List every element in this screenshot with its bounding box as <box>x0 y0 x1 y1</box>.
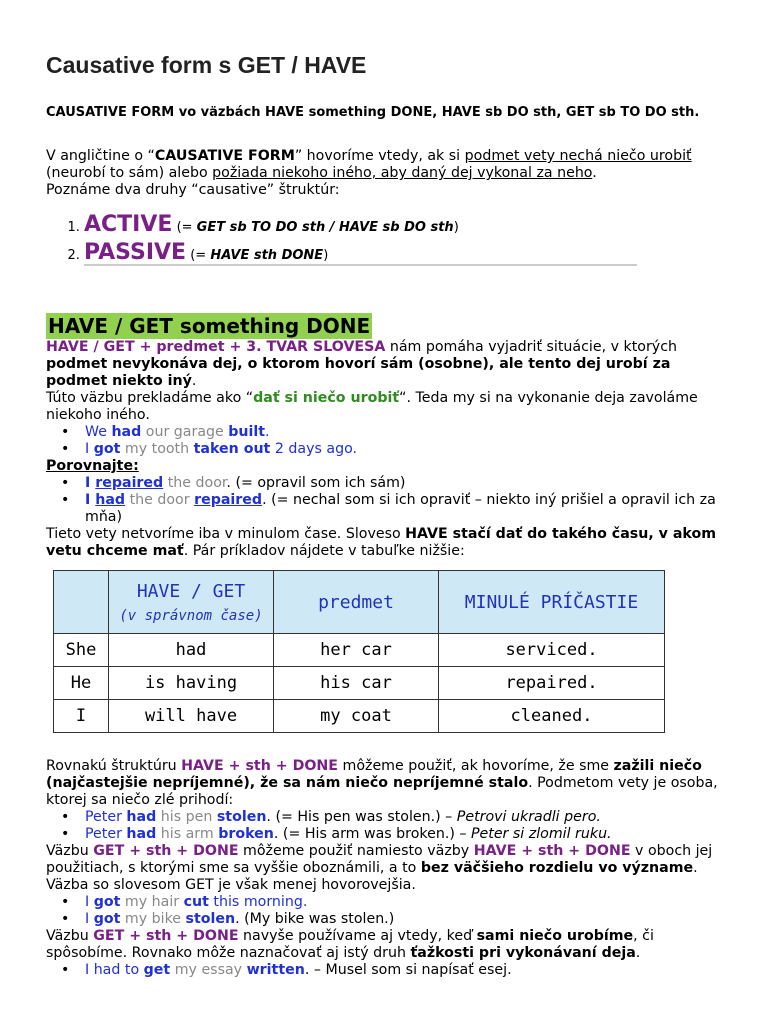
text: written <box>246 962 305 978</box>
text: my hair <box>120 894 184 910</box>
text: . Pár príkladov nájdete v tabuľke nižšie: <box>183 543 465 559</box>
text: zažili niečo (najčastejšie nepríjemné), že sa nám niečo nepríjemné stalo <box>46 758 702 791</box>
text: “. Teda my si na vykonanie deja zavoláme niekoho iného. <box>46 390 698 423</box>
text: . <box>592 165 597 181</box>
text: môžeme použiť, ak hovoríme, že sme <box>337 758 614 774</box>
text: (neurobí to sám) alebo <box>46 165 213 181</box>
text: Tieto vety netvoríme iba v minulom čase. Sloveso <box>46 526 406 542</box>
text: 2 days ago. <box>270 441 358 457</box>
table-row <box>54 634 665 667</box>
text: Peter <box>85 809 127 825</box>
text: had <box>126 826 157 842</box>
list-item <box>46 911 726 928</box>
table-cell: is having <box>109 667 274 700</box>
text: I <box>85 475 96 491</box>
text: I <box>85 894 94 910</box>
table-cell: She <box>54 634 109 667</box>
text: . – Musel som si napísať esej. <box>304 962 512 978</box>
text: Peter si zlomil ruku. <box>470 826 612 842</box>
type-word: PASSIVE <box>84 240 187 265</box>
text: HAVE / GET + predmet + 3. TVAR SLOVESA <box>46 339 386 355</box>
text: , či spôsobíme. Rovnako môže naznačovať aj istý druh <box>46 928 654 961</box>
text: môžeme použiť namiesto väzby <box>238 843 474 859</box>
example-list <box>46 424 726 458</box>
example-list <box>46 894 726 928</box>
text: ) <box>453 220 459 235</box>
text: I <box>85 441 94 457</box>
table-cell: had <box>109 634 274 667</box>
text: get <box>143 962 171 978</box>
text: Väzbu <box>46 843 94 859</box>
table-cell: I <box>54 700 109 733</box>
text: broken <box>218 826 274 842</box>
table-cell: her car <box>274 634 439 667</box>
intro-paragraph <box>46 148 726 199</box>
text: cut <box>183 894 209 910</box>
compare-list <box>46 475 726 526</box>
list-item <box>46 424 726 441</box>
section-heading: HAVE / GET something DONE <box>48 314 371 338</box>
text: (v správnom čase) <box>119 607 263 624</box>
text: HAVE + sth + DONE <box>473 843 631 859</box>
text: this morning. <box>208 894 308 910</box>
text: CAUSATIVE FORM <box>154 148 295 164</box>
table-header-cell <box>54 571 109 634</box>
text: . (= His arm was broken.) – <box>273 826 471 842</box>
table-cell: his car <box>274 667 439 700</box>
section-body <box>46 339 726 560</box>
text: . Podmetom vety je osoba, ktorej sa niečo zlé prihodí: <box>46 775 718 808</box>
text: got <box>93 441 121 457</box>
list-item <box>46 962 726 979</box>
list-item <box>46 475 726 492</box>
text: I <box>85 911 94 927</box>
text: HAVE stačí dať do takého času, v akom vetu chceme mať <box>46 526 716 559</box>
text: V angličtine o “ <box>46 148 155 164</box>
text: my essay <box>170 962 247 978</box>
text: (= <box>190 248 211 263</box>
text: . <box>635 945 641 961</box>
table-cell: my coat <box>274 700 439 733</box>
text: his pen <box>156 809 217 825</box>
text: Väzbu <box>46 928 94 944</box>
list-item <box>46 894 726 911</box>
text: v oboch jej použitiach, s ktorými sme sa vyššie oboznámili, a to <box>46 843 713 876</box>
lower-body <box>46 758 726 979</box>
examples-table <box>53 570 665 733</box>
text: Poznáme dva druhy “causative” štruktúr: <box>46 182 340 198</box>
text: our garage <box>141 424 229 440</box>
text: ) <box>323 248 329 263</box>
table-header-cell: predmet <box>274 571 439 634</box>
text: had <box>111 424 142 440</box>
table-cell: serviced. <box>439 634 665 667</box>
page-title: Causative form s GET / HAVE <box>46 52 367 78</box>
text: Petrovi ukradli pero. <box>456 809 601 825</box>
text: Peter <box>85 826 127 842</box>
list-item <box>84 212 459 240</box>
text: my bike <box>120 911 186 927</box>
table-header-cell <box>109 571 274 634</box>
text: . Väzba so slovesom GET je však menej hovorovejšia. <box>46 860 698 893</box>
table-cell: cleaned. <box>439 700 665 733</box>
text: my tooth <box>120 441 194 457</box>
text: I had to <box>85 962 144 978</box>
text: GET sb TO DO sth / HAVE sb DO sth <box>196 220 454 235</box>
divider <box>84 264 637 266</box>
text: HAVE sth DONE <box>210 248 324 263</box>
text: nám pomáha vyjadriť situácie, v ktorých <box>385 339 677 355</box>
list-item <box>46 809 726 826</box>
table-row <box>54 700 665 733</box>
list-item <box>46 492 726 526</box>
text: . (= His pen was stolen.) – <box>266 809 457 825</box>
text: Rovnakú štruktúru <box>46 758 182 774</box>
text: had <box>126 809 157 825</box>
text: repaired <box>194 492 263 508</box>
text: sami niečo urobíme <box>476 928 634 944</box>
text: the door <box>125 492 195 508</box>
table-cell: He <box>54 667 109 700</box>
text: . <box>191 373 197 389</box>
compare-label: Porovnajte: <box>46 458 139 474</box>
table-row <box>54 667 665 700</box>
text: taken out <box>193 441 271 457</box>
text: podmet nevykonáva dej, o ktorom hovorí sám (osobne), ale tento dej urobí za podmet niekto iný <box>46 356 671 389</box>
text: Túto väzbu prekladáme ako “ <box>46 390 254 406</box>
structure-types-list <box>60 212 459 268</box>
text: the door <box>163 475 227 491</box>
text: We <box>85 424 112 440</box>
text: I <box>85 492 96 508</box>
table-header-row <box>54 571 665 634</box>
table-cell: will have <box>109 700 274 733</box>
example-list <box>46 962 726 979</box>
text: požiada niekoho iného, aby daný dej vykonal za neho <box>212 165 593 181</box>
type-word: ACTIVE <box>84 212 173 237</box>
table-header-cell: MINULÉ PRÍČASTIE <box>439 571 665 634</box>
text: dať si niečo urobiť <box>253 390 400 406</box>
text: navyše používame aj vtedy, keď <box>238 928 477 944</box>
text: stolen <box>216 809 267 825</box>
text: . <box>265 424 270 440</box>
example-list <box>46 809 726 843</box>
text: got <box>93 894 121 910</box>
text: podmet vety nechá niečo urobiť <box>464 148 692 164</box>
text: repaired <box>95 475 164 491</box>
text: . (= opravil som ich sám) <box>226 475 406 491</box>
text: got <box>93 911 121 927</box>
list-item <box>46 441 726 458</box>
text: ” hovoríme vtedy, ak si <box>294 148 465 164</box>
text: built <box>228 424 266 440</box>
list-item <box>46 826 726 843</box>
text: . (= nechal som si ich opraviť – niekto iný prišiel a opravil ich za mňa) <box>85 492 716 525</box>
text: GET + sth + DONE <box>93 843 239 859</box>
text: had <box>95 492 126 508</box>
subtitle: CAUSATIVE FORM vo väzbách HAVE something DONE, HAVE sb DO sth, GET sb TO DO sth. <box>46 105 700 120</box>
text: (= <box>176 220 197 235</box>
table-cell: repaired. <box>439 667 665 700</box>
text: bez väčšieho rozdielu vo význame <box>420 860 694 876</box>
text: . (My bike was stolen.) <box>235 911 395 927</box>
text: ťažkosti pri vykonávaní deja <box>410 945 636 961</box>
text: his arm <box>156 826 219 842</box>
text: HAVE + sth + DONE <box>181 758 338 774</box>
text: stolen <box>185 911 236 927</box>
text: GET + sth + DONE <box>93 928 239 944</box>
text: HAVE / GET <box>136 580 246 602</box>
